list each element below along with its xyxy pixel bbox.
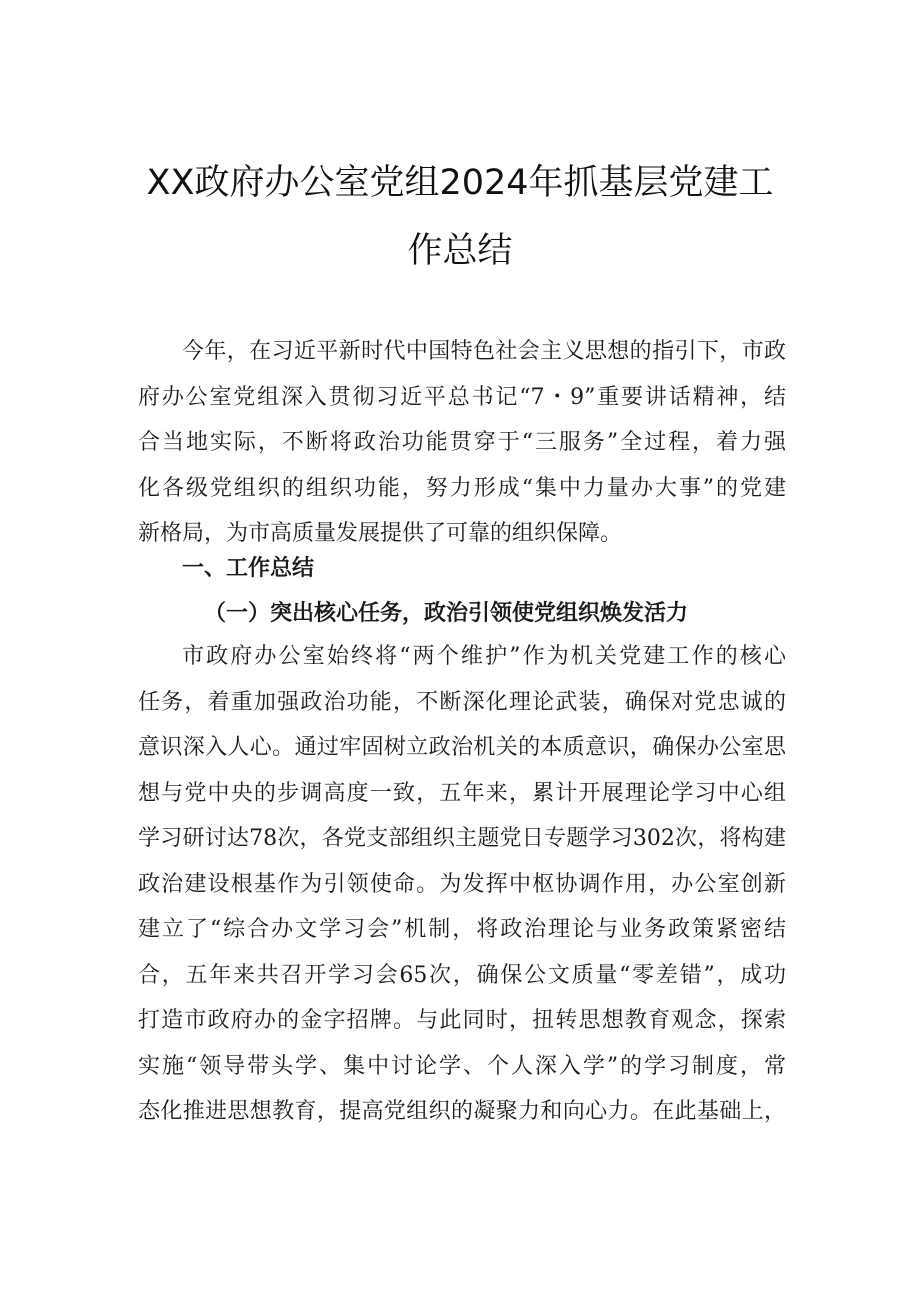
- document-title-line-1: XX政府办公室党组2024年抓基层党建工: [146, 163, 774, 203]
- paragraph-line: 政治建设根基作为引领使命。为发挥中枢协调作用，办公室创新: [138, 871, 786, 897]
- paragraph-line: 合当地实际，不断将政治功能贯穿于“三服务”全过程，着力强: [138, 430, 786, 455]
- paragraph-line: 今年，在习近平新时代中国特色社会主义思想的指引下，市政: [182, 339, 786, 364]
- paragraph-line: 府办公室党组深入贯彻习近平总书记“7・9”重要讲话精神，结: [138, 384, 786, 410]
- paragraph-line: 想与党中央的步调高度一致，五年来，累计开展理论学习中心组: [138, 780, 786, 806]
- paragraph-line: 市政府办公室始终将“两个维护”作为机关党建工作的核心: [182, 644, 786, 669]
- document-title-line-2: 作总结: [407, 231, 513, 271]
- paragraph-line: 态化推进思想教育，提高党组织的凝聚力和向心力。在此基础上，: [138, 1099, 786, 1124]
- paragraph-line: 新格局，为市高质量发展提供了可靠的组织保障。: [138, 521, 623, 546]
- intro-paragraph: [138, 329, 786, 557]
- paragraph-line: 打造市政府办的金字招牌。与此同时，扭转思想教育观念，探索: [138, 1008, 786, 1033]
- paragraph-line: 学习研讨达78次，各党支部组织主题党日专题学习302次，将构建: [138, 826, 786, 851]
- section-heading: 一、工作总结: [182, 556, 315, 581]
- paragraph-line: 意识深入人心。通过牢固树立政治机关的本质意识，确保办公室思: [138, 735, 786, 760]
- paragraph-line: 任务，着重加强政治功能，不断深化理论武装，确保对党忠诚的: [138, 689, 786, 715]
- section-paragraph: [138, 634, 786, 1135]
- subsection-heading: （一）突出核心任务，政治引领使党组织焕发活力: [204, 601, 689, 626]
- paragraph-line: 实施“领导带头学、集中讨论学、个人深入学”的学习制度，常: [138, 1053, 786, 1079]
- paragraph-line: 合，五年来共召开学习会65次，确保公文质量“零差错”，成功: [138, 962, 786, 988]
- paragraph-line: 建立了“综合办文学习会”机制，将政治理论与业务政策紧密结: [138, 917, 786, 942]
- paragraph-line: 化各级党组织的组织功能，努力形成“集中力量办大事”的党建: [138, 475, 786, 501]
